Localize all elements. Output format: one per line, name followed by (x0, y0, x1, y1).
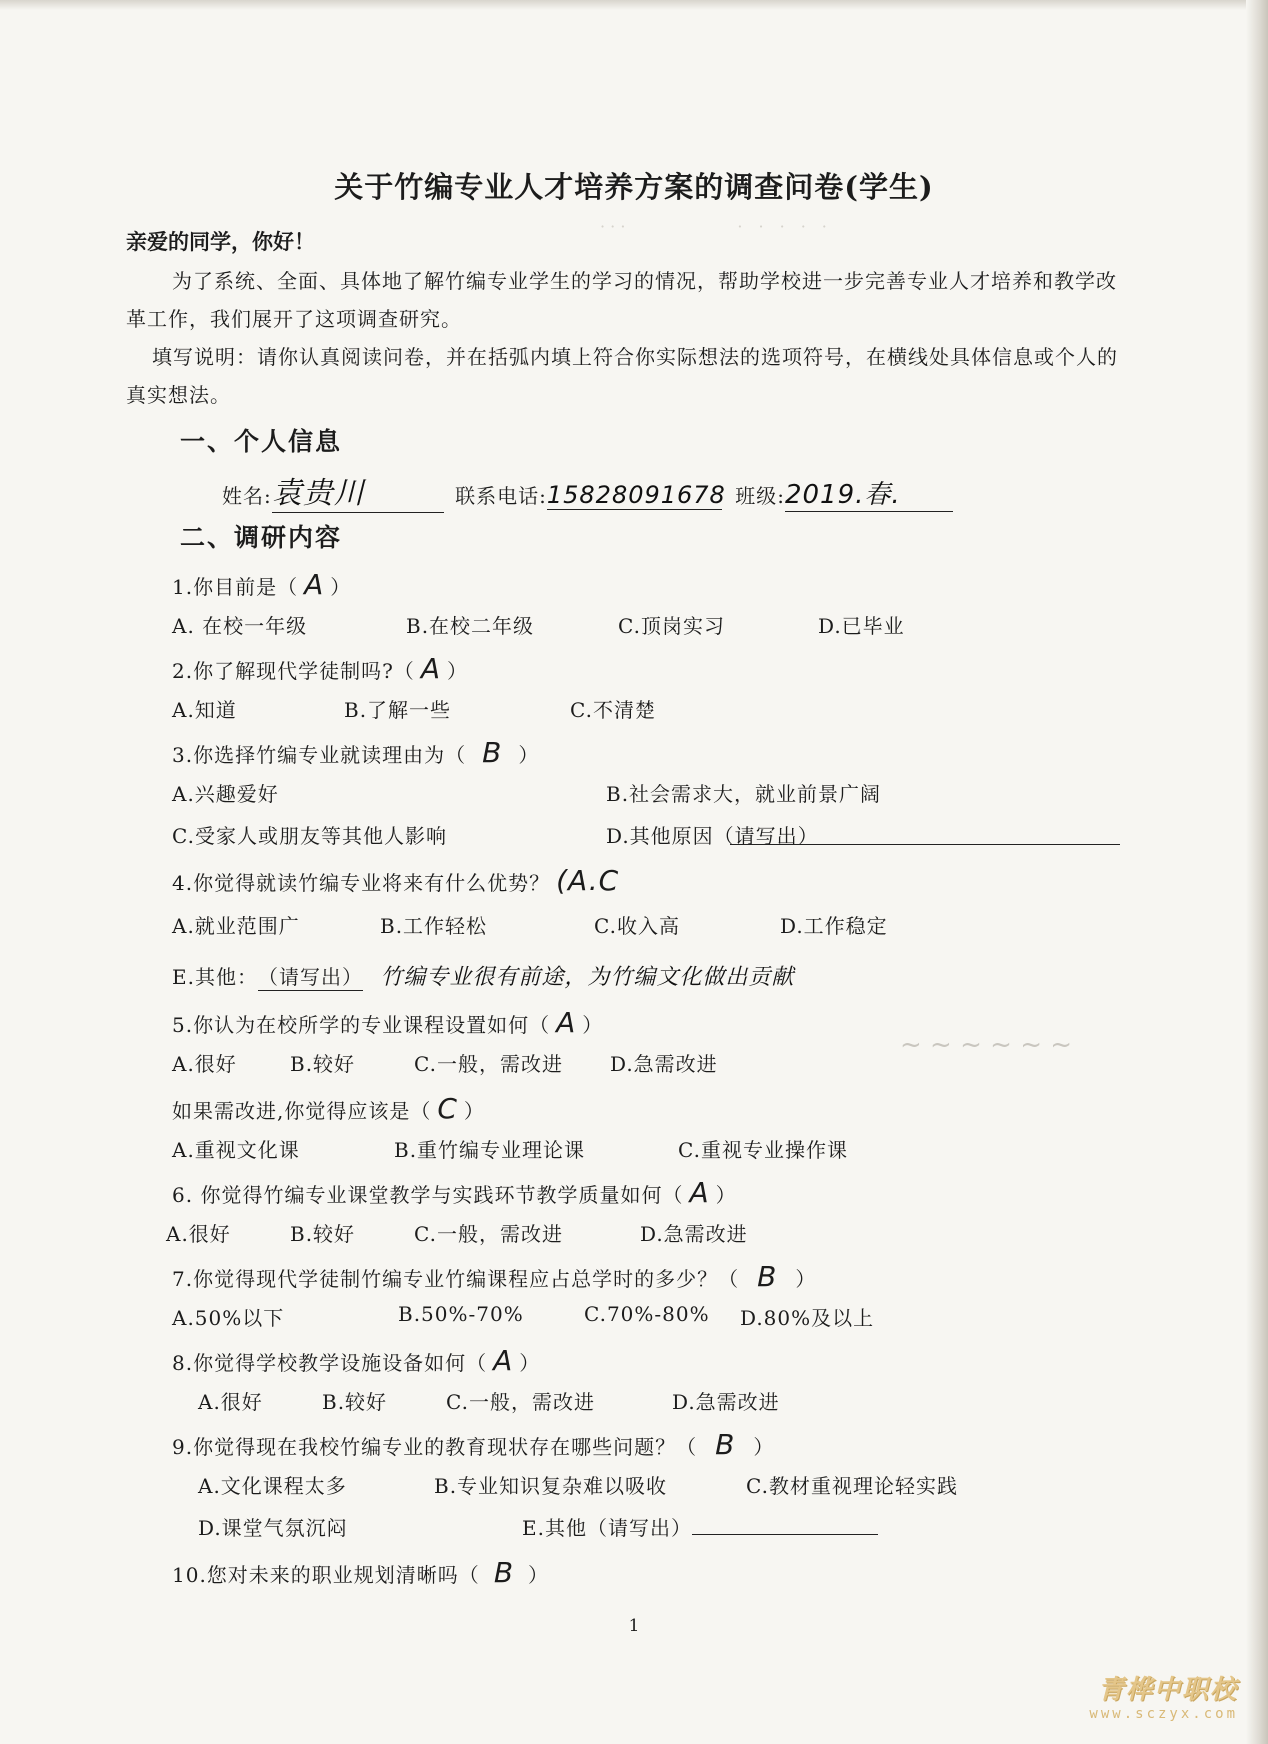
q9-option-a: A.文化课程太多 (198, 1474, 347, 1498)
q9-option-d: D.课堂气氛沉闷 (198, 1516, 348, 1540)
q6-option-c: C.一般，需改进 (414, 1222, 563, 1246)
question-6-text: 6. 你觉得竹编专业课堂教学与实践环节教学质量如何（ (172, 1183, 684, 1207)
scan-edge-top (0, 0, 1268, 10)
question-8-text: 8.你觉得学校教学设施设备如何（ (172, 1351, 488, 1375)
q5-sub-option-c: C.重视专业操作课 (678, 1138, 848, 1162)
q4-option-a: A.就业范围广 (172, 914, 300, 938)
q3-other-blank[interactable] (730, 844, 1120, 845)
q4-option-c: C.收入高 (594, 914, 680, 938)
answer-7[interactable]: B (757, 1260, 778, 1293)
q9-other-blank[interactable] (692, 1534, 878, 1535)
q1-option-d: D.已毕业 (818, 614, 905, 638)
q6-option-a: A.很好 (166, 1222, 231, 1246)
q4-other-row (172, 960, 794, 991)
watermark-logo: 青桦中职校 (1097, 1675, 1238, 1705)
q5-option-c: C.一般，需改进 (414, 1052, 563, 1076)
question-5-text: 5.你认为在校所学的专业课程设置如何（ (172, 1013, 551, 1037)
answer-10[interactable]: B (493, 1556, 515, 1589)
question-10-text: 10.您对未来的职业规划清晰吗（ (172, 1563, 480, 1587)
q2-option-a: A.知道 (172, 698, 237, 722)
question-6: 6. 你觉得竹编专业课堂教学与实践环节教学质量如何（ A ） (172, 1176, 737, 1209)
page-number: 1 (628, 1616, 640, 1636)
phone-label: 联系电话: (455, 484, 547, 508)
answer-4[interactable]: (A.C (556, 864, 620, 897)
question-5-followup-text: 如果需改进,你觉得应该是（ (172, 1099, 432, 1123)
answer-1[interactable]: A (304, 568, 325, 601)
q2-option-c: C.不清楚 (570, 698, 656, 722)
q7-option-b: B.50%-70% (398, 1302, 524, 1326)
name-label: 姓名: (222, 484, 272, 508)
q1-option-b: B.在校二年级 (406, 614, 535, 638)
q5-sub-option-b: B.重竹编专业理论课 (394, 1138, 586, 1162)
q9-option-e: E.其他（请写出） (522, 1516, 692, 1540)
q9-option-e-row (522, 1512, 878, 1541)
question-3-text: 3.你选择竹编专业就读理由为（ (172, 743, 467, 767)
q3-option-b: B.社会需求大，就业前景广阔 (606, 782, 882, 806)
intro-paragraph: 为了系统、全面、具体地了解竹编专业学生的学习的情况，帮助学校进一步完善专业人才培养和教学改革工作，我们展开了这项调查研究。 (126, 269, 1117, 331)
q1-option-c: C.顶岗实习 (618, 614, 725, 638)
section-personal-info: 一、个人信息 (180, 427, 343, 456)
q1-option-a: A. 在校一年级 (172, 614, 308, 638)
question-9-text: 9.你觉得现在我校竹编专业的教育现状存在哪些问题？（ (172, 1435, 698, 1459)
answer-5[interactable]: A (556, 1006, 577, 1039)
q5-sub-option-a: A.重视文化课 (172, 1138, 300, 1162)
scan-edge-right (1246, 0, 1268, 1744)
section-survey-content: 二、调研内容 (180, 523, 343, 552)
question-10: 10.您对未来的职业规划清晰吗（ B ） (172, 1556, 550, 1589)
question-7: 7.你觉得现代学徒制竹编专业竹编课程应占总学时的多少？（ B ） (172, 1260, 817, 1293)
q5-option-b: B.较好 (290, 1052, 356, 1076)
q4-option-d: D.工作稳定 (780, 914, 888, 938)
watermark-url: www.sczyx.com (1089, 1706, 1238, 1722)
answer-5-followup[interactable]: C (437, 1092, 458, 1125)
question-1: 1.你目前是（ A ） (172, 568, 352, 601)
name-field[interactable]: 袁贵川 (272, 468, 444, 513)
question-1-text: 1.你目前是（ (172, 575, 299, 599)
instructions-paragraph: 填写说明：请你认真阅读问卷，并在括弧内填上符合你实际想法的选项符号，在横线处具体信息或个人的真实想法。 (126, 345, 1118, 407)
question-2-text: 2.你了解现代学徒制吗?（ (172, 659, 415, 683)
question-4 (172, 864, 625, 897)
q3-option-d: D.其他原因（请写出） (606, 824, 819, 848)
page-title: 关于竹编专业人才培养方案的调查问卷(学生) (334, 170, 934, 204)
q4-other-hint: （请写出） (258, 961, 363, 991)
answer-6[interactable]: A (689, 1176, 710, 1209)
class-field[interactable]: 2019.春. (785, 474, 953, 512)
question-8: 8.你觉得学校教学设施设备如何（ A ） (172, 1344, 541, 1377)
q7-option-c: C.70%-80% (584, 1302, 710, 1326)
answer-9[interactable]: B (715, 1428, 736, 1461)
q4-option-b: B.工作轻松 (380, 914, 488, 938)
answer-2[interactable]: A (420, 652, 441, 685)
question-4-text: 4.你觉得就读竹编专业将来有什么优势？ (172, 871, 551, 895)
question-2: 2.你了解现代学徒制吗?（ A ） (172, 652, 468, 685)
answer-8[interactable]: A (493, 1344, 514, 1377)
q5-option-a: A.很好 (172, 1052, 237, 1076)
q9-option-c: C.教材重视理论轻实践 (746, 1474, 958, 1498)
personal-info-row (222, 468, 953, 513)
q6-option-d: D.急需改进 (640, 1222, 748, 1246)
q8-option-a: A.很好 (198, 1390, 263, 1414)
q9-option-b: B.专业知识复杂难以吸收 (434, 1474, 668, 1498)
question-7-text: 7.你觉得现代学徒制竹编专业竹编课程应占总学时的多少？（ (172, 1267, 740, 1291)
bleed-through-handwriting: ~ ~ ~ ~ ~ ~ (900, 1030, 1073, 1060)
q7-option-a: A.50%以下 (172, 1306, 285, 1330)
phone-field[interactable]: 15828091678 (546, 481, 726, 509)
q2-option-b: B.了解一些 (344, 698, 452, 722)
question-3: 3.你选择竹编专业就读理由为（ B ） (172, 736, 540, 769)
q8-option-b: B.较好 (322, 1390, 388, 1414)
q6-option-b: B.较好 (290, 1222, 356, 1246)
watermark (1089, 1669, 1238, 1722)
question-5-followup: 如果需改进,你觉得应该是（ C ） (172, 1092, 485, 1125)
q7-option-d: D.80%及以上 (740, 1306, 875, 1330)
q8-option-d: D.急需改进 (672, 1390, 780, 1414)
q8-option-c: C.一般，需改进 (446, 1390, 595, 1414)
q5-option-d: D.急需改进 (610, 1052, 718, 1076)
answer-3[interactable]: B (482, 736, 503, 769)
q4-other-value[interactable]: 竹编专业很有前途，为竹编文化做出贡献 (380, 965, 795, 990)
greeting: 亲爱的同学，你好！ (126, 229, 315, 254)
question-9: 9.你觉得现在我校竹编专业的教育现状存在哪些问题？（ B ） (172, 1428, 775, 1461)
question-5: 5.你认为在校所学的专业课程设置如何（ A ） (172, 1006, 604, 1039)
class-label: 班级: (735, 484, 785, 508)
q3-option-a: A.兴趣爱好 (172, 782, 279, 806)
q3-option-c: C.受家人或朋友等其他人影响 (172, 824, 447, 848)
q4-other-label: E.其他： (172, 965, 258, 989)
bleed-through-text: · · · · · · · · (600, 217, 827, 236)
